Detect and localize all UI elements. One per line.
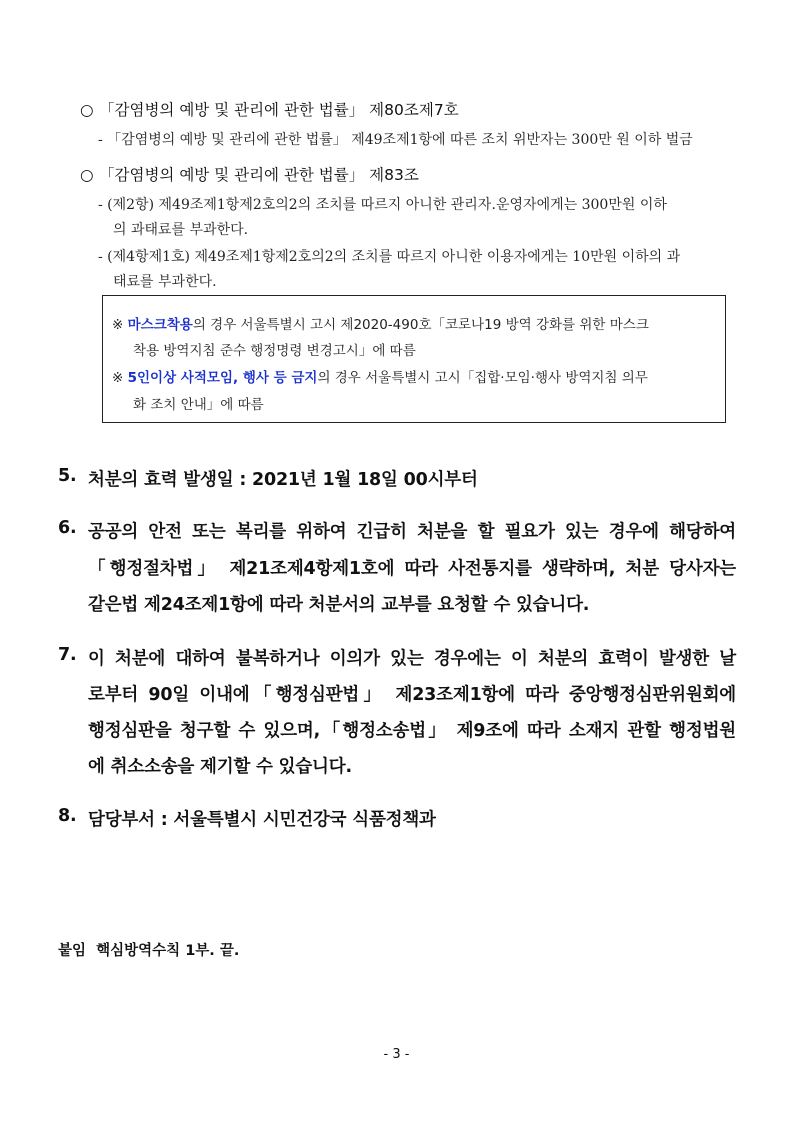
page-number: - 3 -	[383, 1047, 410, 1062]
item-5-text: 처분의 효력 발생일 : 2021년 1월 18일 00시부터	[88, 470, 478, 490]
notice-highlight: 5인이상 사적모임, 행사 등 금지	[127, 370, 318, 386]
notice-highlight: 마스크착용	[127, 317, 193, 333]
law-detail-line: 태료를 부과한다.	[113, 274, 217, 290]
item-7-line: 로부터 90일 이내에「행정심판법」 제23조제1항에 따라 중앙행정심판위원회에	[88, 685, 736, 705]
circle-bullet: ○	[80, 166, 94, 184]
notice-line	[112, 313, 649, 333]
notice-line	[112, 366, 648, 386]
law-detail-line: 의 과태료를 부과한다.	[113, 222, 249, 238]
attachment-note: 붙임 핵심방역수칙 1부. 끝.	[58, 943, 240, 959]
law-section-80-7	[80, 98, 459, 120]
law-detail: - 「감염병의 예방 및 관리에 관한 법률」 제49조제1항에 따른 조치 위반자는 300만 원 이하 벌금	[98, 132, 693, 148]
item-6-line: 「행정절차법」 제21조제4항제1호에 따라 사전통지를 생략하며, 처분 당사자는	[88, 559, 736, 579]
law-section-83	[80, 163, 419, 185]
notice-box	[102, 295, 726, 423]
law-detail-line: - (제2항) 제49조제1항제2호의2의 조치를 따르지 아니한 관리자․운영자에게는 300만원 이하	[98, 197, 667, 213]
item-8-number: 8.	[58, 806, 77, 826]
item-8-text: 담당부서 : 서울특별시 시민건강국 식품정책과	[88, 810, 436, 830]
item-5-number: 5.	[58, 466, 77, 486]
item-6-number: 6.	[58, 518, 77, 538]
item-7-line: 행정심판을 청구할 수 있으며,「행정소송법」 제9조에 따라 소재지 관할 행정법원	[88, 721, 736, 741]
notice-text: 의 경우 서울특별시 고시 제2020-490호「코로나19 방역 강화를 위한 마스크	[192, 317, 649, 333]
notice-line: 화 조치 안내」에 따름	[133, 397, 264, 413]
circle-bullet: ○	[80, 101, 94, 119]
reference-mark: ※	[112, 317, 124, 333]
item-7-number: 7.	[58, 645, 77, 665]
law-detail-line: - (제4항제1호) 제49조제1항제2호의2의 조치를 따르지 아니한 이용자에게는 10만원 이하의 과	[98, 249, 681, 265]
item-6-line: 같은법 제24조제1항에 따라 처분서의 교부를 요청할 수 있습니다.	[88, 595, 590, 615]
reference-mark: ※	[112, 370, 124, 386]
law-section-title: 「감염병의 예방 및 관리에 관한 법률」 제80조제7호	[99, 101, 459, 119]
item-7-line: 에 취소소송을 제기할 수 있습니다.	[88, 757, 352, 777]
item-6-line: 공공의 안전 또는 복리를 위하여 긴급히 처분을 할 필요가 있는 경우에 해당하여	[88, 522, 736, 542]
notice-line: 착용 방역지침 준수 행정명령 변경고시」에 따름	[133, 343, 416, 359]
law-section-title: 「감염병의 예방 및 관리에 관한 법률」 제83조	[99, 166, 419, 184]
item-7-line: 이 처분에 대하여 불복하거나 이의가 있는 경우에는 이 처분의 효력이 발생한 날	[88, 649, 736, 669]
notice-text: 의 경우 서울특별시 고시「집합·모임·행사 방역지침 의무	[317, 370, 648, 386]
